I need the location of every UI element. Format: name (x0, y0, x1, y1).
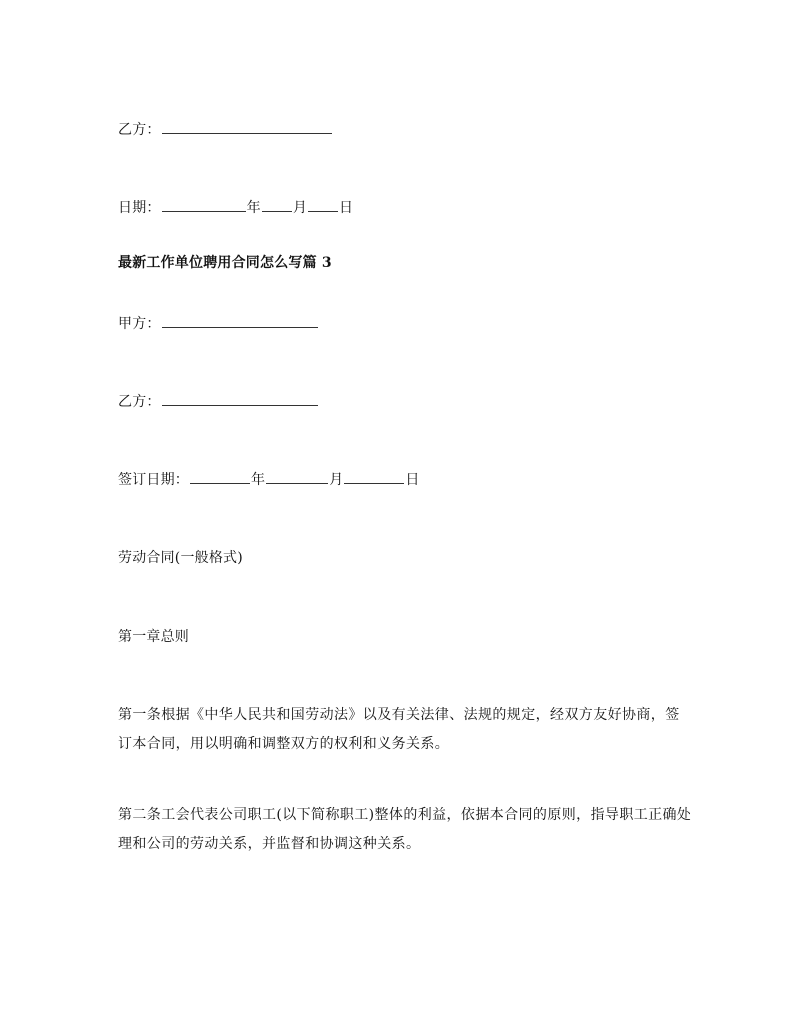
article-1-paragraph: 第一条根据《中华人民共和国劳动法》以及有关法律、法规的规定，经双方友好协商，签订本合同，用以明确和调整双方的权利和义务关系。 (118, 707, 680, 752)
party-b-line-1 (118, 119, 333, 140)
contract-title: 劳动合同(一般格式) (118, 550, 243, 566)
party-b-line-2 (118, 391, 319, 412)
article-2-paragraph: 第二条工会代表公司职工(以下简称职工)整体的利益，依据本合同的原则，指导职工正确处理和公司的劳动关系，并监督和协调这种关系。 (118, 807, 692, 852)
party-b-signature-blank (162, 119, 332, 134)
sign-date-label: 签订日期： (118, 472, 189, 488)
party-a-signature-blank (162, 313, 318, 328)
sign-month-unit: 月 (329, 472, 344, 488)
date-year-unit: 年 (246, 200, 261, 216)
section-heading: 最新工作单位聘用合同怎么写篇 3 (118, 255, 332, 271)
party-b-label: 乙方： (118, 122, 161, 138)
party-b-label-2: 乙方： (118, 394, 161, 410)
party-a-label: 甲方： (118, 316, 161, 332)
chapter-title: 第一章总则 (118, 629, 189, 645)
sign-year-unit: 年 (251, 472, 266, 488)
sign-year-blank (190, 469, 250, 484)
sign-day-blank (344, 469, 404, 484)
sign-month-blank (266, 469, 328, 484)
date-month-blank (262, 197, 292, 212)
date-day-blank (308, 197, 338, 212)
party-a-line (118, 313, 319, 334)
date-day-unit: 日 (339, 200, 354, 216)
date-label: 日期： (118, 200, 161, 216)
date-line (118, 197, 353, 218)
sign-day-unit: 日 (405, 472, 420, 488)
sign-date-line (118, 469, 420, 490)
date-year-blank (162, 197, 246, 212)
date-month-unit: 月 (292, 200, 308, 216)
party-b-signature-blank-2 (162, 391, 318, 406)
